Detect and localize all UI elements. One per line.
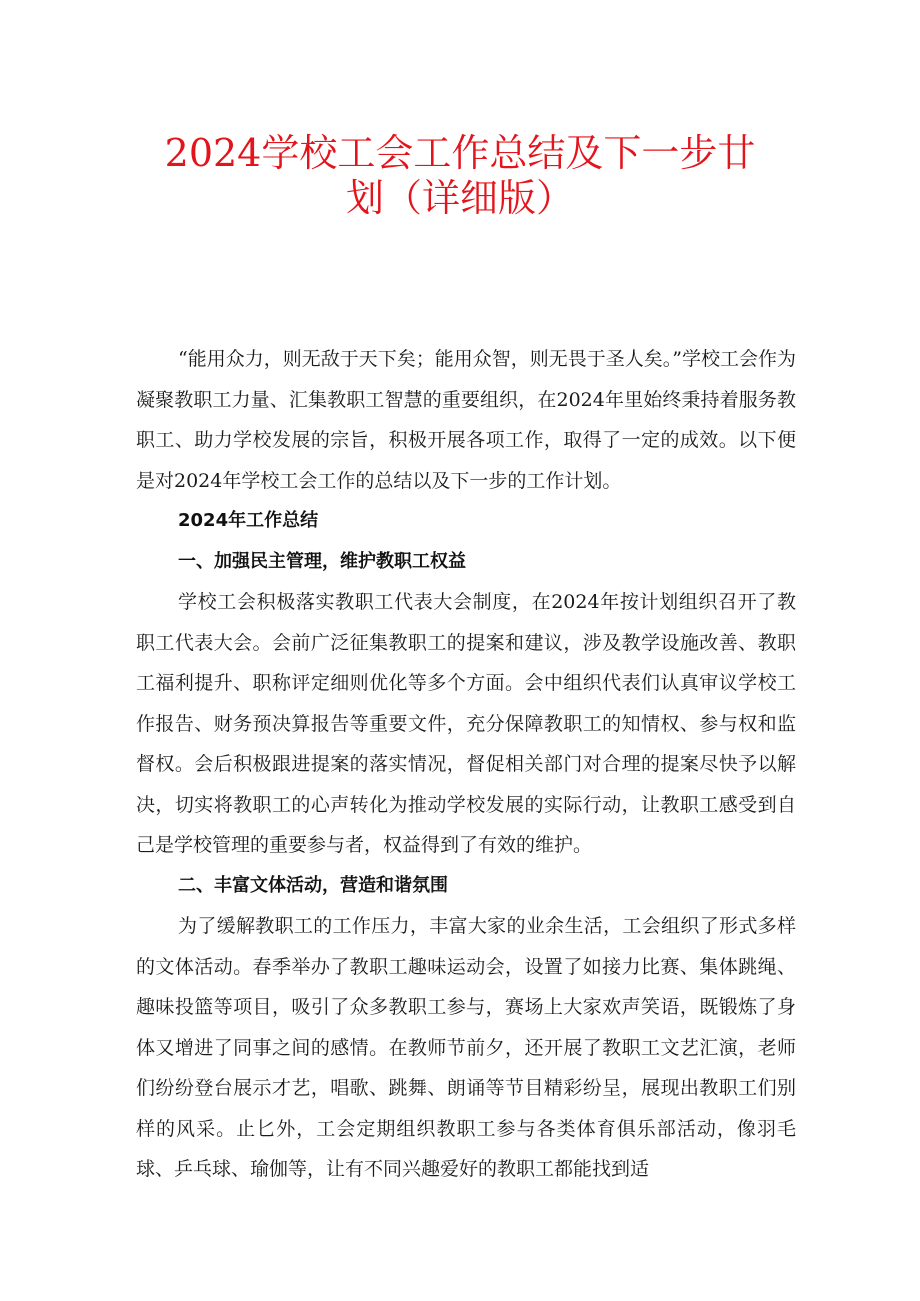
document-title-line-2: 划（详细版） [345, 176, 574, 220]
section-2-paragraph: 为了缓解教职工的工作压力，丰富大家的业余生活，工会组织了形式多样的文体活动。春季举办了教职工趣味运动会，设置了如接力比赛、集体跳绳、趣味投篮等项目，吸引了众多教职工参与，赛场上大家欢声笑语，既锻炼了身体又增进了同事之间的感情。在教师节前夕，还开展了教职工文艺汇演，老师们纷纷登台展示才艺，唱歌、跳舞、朗诵等节目精彩纷呈，展现出教职工们别样的风采。止匕外，工会定期组织教职工参与各类体育俱乐部活动，像羽毛球、乒乓球、瑜伽等，让有不同兴趣爱好的教职工都能找到适 [136, 915, 796, 1180]
section-1-heading: 一、加强民主管理，维护教职工权益 [178, 550, 466, 572]
intro-paragraph: “能用众力，则无敌于天下矣；能用众智，则无畏于圣人矣。”学校工会作为凝聚教职工力量、汇集教职工智慧的重要组织，在2024年里始终秉持着服务教职工、助力学校发展的宗旨，积极开展各项工作，取得了一定的成效。以下便是对2024年学校工会工作的总结以及下一步的工作计划。 [136, 348, 796, 492]
section-2-heading: 二、丰富文体活动，营造和谐氛围 [178, 874, 448, 896]
document-title-line-1: 2024学校工会工作总结及下一步廿 [164, 131, 756, 175]
section-1-paragraph: 学校工会积极落实教职工代表大会制度，在2024年按计划组织召开了教职工代表大会。会前广泛征集教职工的提案和建议，涉及教学设施改善、教职工福利提升、职称评定细则优化等多个方面。会中组织代表们认真审议学校工作报告、财务预决算报告等重要文件，充分保障教职工的知情权、参与权和监督权。会后积极跟进提案的落实情况，督促相关部门对合理的提案尽快予以解决，切实将教职工的心声转化为推动学校发展的实际行动，让教职工感受到自己是学校管理的重要参与者，权益得到了有效的维护。 [136, 591, 796, 856]
document-body [136, 339, 796, 1190]
summary-heading: 2024年工作总结 [178, 510, 319, 531]
